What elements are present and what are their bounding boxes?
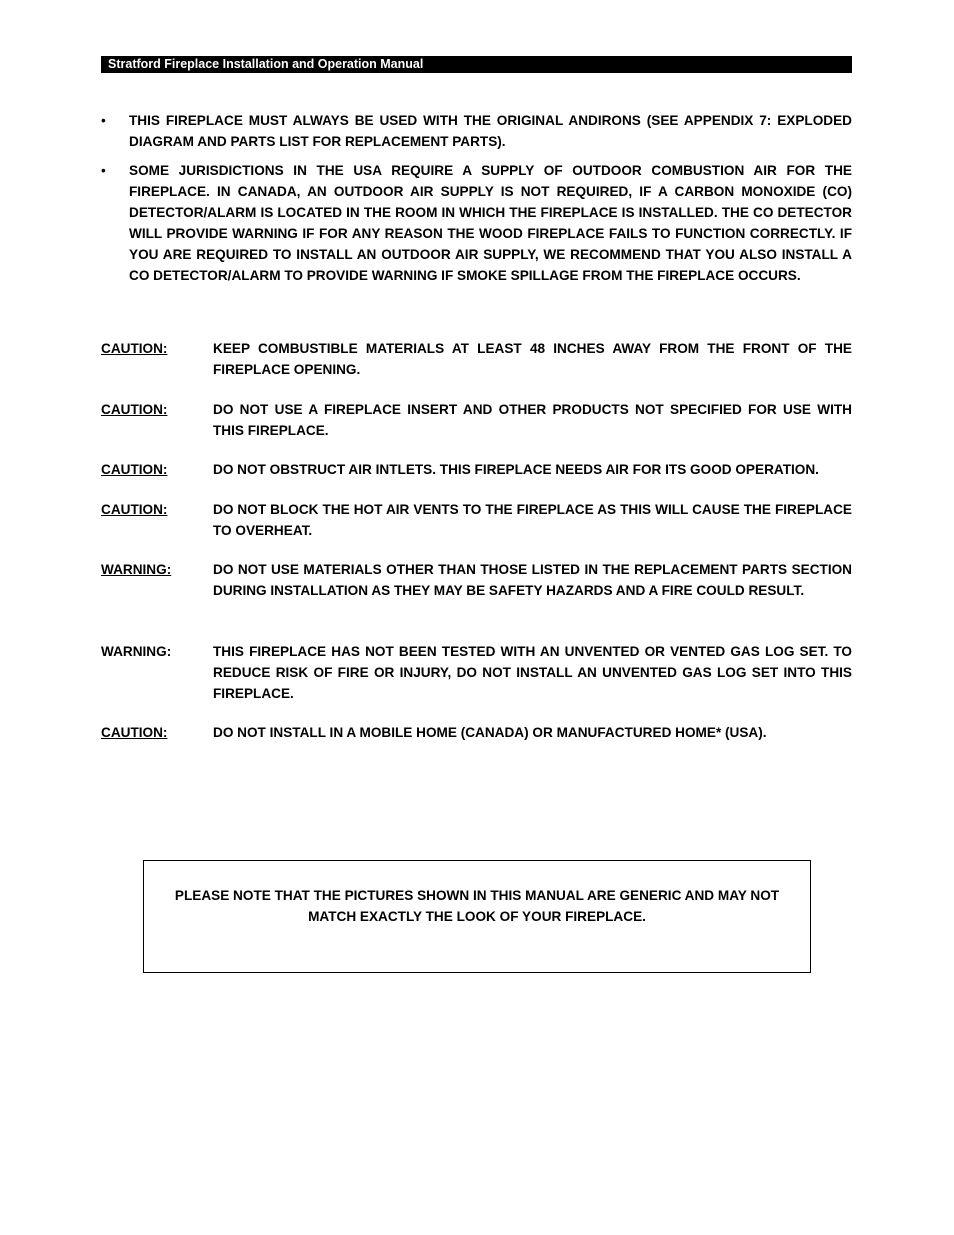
notice-label: CAUTION:: [101, 462, 168, 477]
notice-text: DO NOT BLOCK THE HOT AIR VENTS TO THE FIREPLACE AS THIS WILL CAUSE THE FIREPLACE TO OVERHEAT.: [213, 502, 852, 538]
bullet-text: THIS FIREPLACE MUST ALWAYS BE USED WITH THE ORIGINAL ANDIRONS (SEE APPENDIX 7: EXPLODED DIAGRAM AND PARTS LIST FOR REPLACEMENT PARTS).: [129, 113, 852, 149]
manual-header: Stratford Fireplace Installation and Operation Manual: [101, 56, 852, 73]
bullet-item: [101, 110, 852, 152]
bullet-marker: •: [101, 163, 106, 178]
caution-notice: [101, 399, 852, 441]
notice-text: DO NOT OBSTRUCT AIR INTLETS. THIS FIREPLACE NEEDS AIR FOR ITS GOOD OPERATION.: [213, 462, 819, 477]
safety-bullet-list: [101, 110, 852, 294]
bullet-item: [101, 160, 852, 286]
notice-text: DO NOT USE MATERIALS OTHER THAN THOSE LISTED IN THE REPLACEMENT PARTS SECTION DURING INSTALLATION AS THEY MAY BE SAFETY HAZARDS AND A FIRE COULD RESULT.: [213, 562, 852, 598]
note-text: PLEASE NOTE THAT THE PICTURES SHOWN IN THIS MANUAL ARE GENERIC AND MAY NOT MATCH EXACTLY THE LOOK OF YOUR FIREPLACE.: [174, 888, 780, 924]
notice-label: CAUTION:: [101, 725, 168, 740]
notice-label: WARNING:: [101, 562, 172, 577]
notice-text: DO NOT USE A FIREPLACE INSERT AND OTHER PRODUCTS NOT SPECIFIED FOR USE WITH THIS FIREPLACE.: [213, 402, 852, 438]
caution-notice: [101, 722, 852, 743]
bullet-text: SOME JURISDICTIONS IN THE USA REQUIRE A SUPPLY OF OUTDOOR COMBUSTION AIR FOR THE FIREPLACE. IN CANADA, AN OUTDOOR AIR SUPPLY IS NOT REQUIRED, IF A CARBON MONOXIDE (CO) DETECTOR/ALARM IS LOCATED IN THE ROOM IN WHICH THE FIREPLACE IS INSTALLED. THE CO DETECTOR WILL PROVIDE WARNING IF FOR ANY REASON THE WOOD FIREPLACE FAILS TO FUNCTION CORRECTLY. IF YOU ARE REQUIRED TO INSTALL AN OUTDOOR AIR SUPPLY, WE RECOMMEND THAT YOU ALSO INSTALL A CO DETECTOR/ALARM TO PROVIDE WARNING IF SMOKE SPILLAGE FROM THE FIREPLACE OCCURS.: [129, 163, 852, 283]
warning-notice: [101, 641, 852, 704]
warning-notice: [101, 559, 852, 601]
caution-notice: [101, 459, 852, 480]
notice-label: WARNING:: [101, 644, 172, 659]
caution-notice: [101, 338, 852, 380]
notice-text: DO NOT INSTALL IN A MOBILE HOME (CANADA) OR MANUFACTURED HOME* (USA).: [213, 725, 767, 740]
bullet-marker: •: [101, 113, 106, 128]
generic-pictures-note: [143, 860, 811, 973]
caution-notice: [101, 499, 852, 541]
notice-label: CAUTION:: [101, 402, 168, 417]
notice-text: THIS FIREPLACE HAS NOT BEEN TESTED WITH AN UNVENTED OR VENTED GAS LOG SET. TO REDUCE RISK OF FIRE OR INJURY, DO NOT INSTALL AN UNVENTED GAS LOG SET INTO THIS FIREPLACE.: [213, 644, 852, 701]
notice-label: CAUTION:: [101, 502, 168, 517]
notice-text: KEEP COMBUSTIBLE MATERIALS AT LEAST 48 INCHES AWAY FROM THE FRONT OF THE FIREPLACE OPENING.: [213, 341, 852, 377]
notice-label: CAUTION:: [101, 341, 168, 356]
